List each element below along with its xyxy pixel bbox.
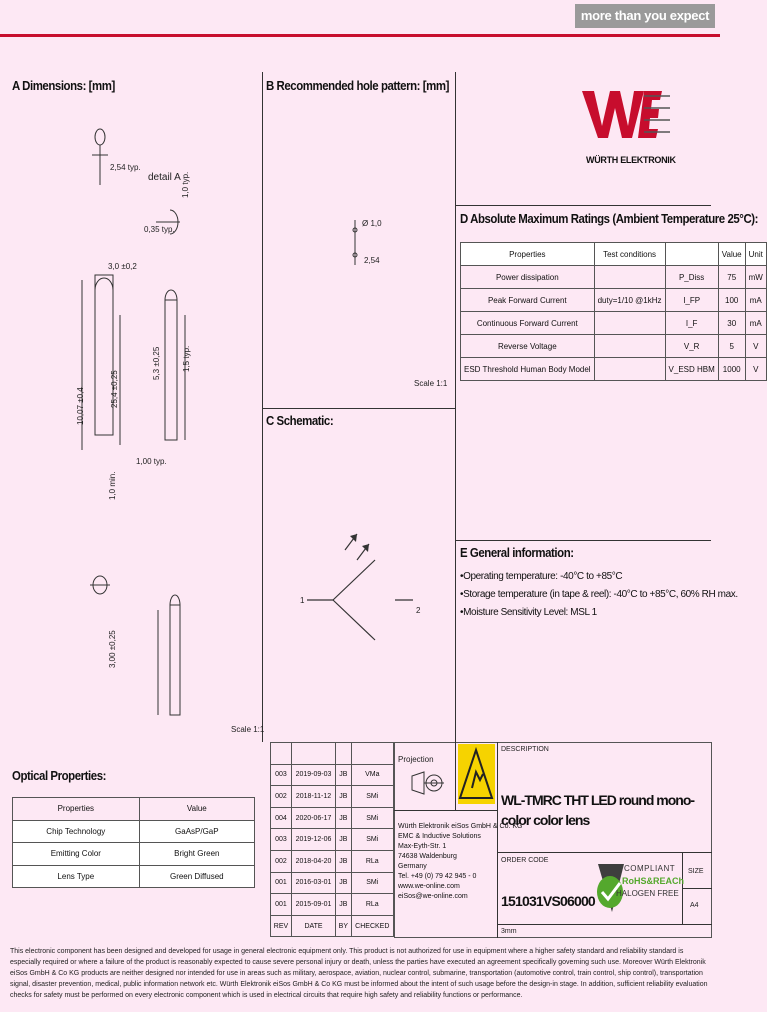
table-row: [271, 743, 394, 765]
table-cell: 2020-06-17: [291, 807, 335, 829]
dim-label: 0,35 typ.: [144, 225, 175, 234]
divider: [262, 408, 455, 409]
table-cell: Continuous Forward Current: [461, 312, 595, 335]
table-cell: [594, 266, 665, 289]
ratings-header: Value: [718, 243, 745, 266]
table-row: [271, 872, 394, 894]
table-row: [461, 358, 767, 381]
header-rule: [0, 34, 720, 37]
address-line: www.we-online.com: [398, 883, 460, 890]
scale-label: Scale 1:1: [414, 379, 448, 388]
table-row: [13, 865, 255, 888]
table-cell: mA: [745, 289, 766, 312]
table-cell: JB: [336, 786, 352, 808]
address-line: Max-Eyth-Str. 1: [398, 843, 447, 850]
table-row: [271, 915, 394, 937]
divider: [455, 540, 711, 541]
table-cell: V: [745, 358, 766, 381]
table-row: [271, 850, 394, 872]
table-row: [461, 312, 767, 335]
divider: [455, 205, 711, 206]
table-cell: duty=1/10 @1kHz: [594, 289, 665, 312]
table-cell: 75: [718, 266, 745, 289]
compliance-text: COMPLIANT: [624, 864, 676, 873]
optical-header: Properties: [13, 798, 140, 821]
compliance-text: HALOGEN FREE: [616, 889, 679, 898]
table-row: [271, 786, 394, 808]
ratings-header: Unit: [745, 243, 766, 266]
table-cell: JB: [336, 872, 352, 894]
table-cell: JB: [336, 894, 352, 916]
dim-label: 10,07 ±0,4: [76, 387, 85, 425]
hole-label: 2,54: [364, 256, 380, 265]
table-cell: DATE: [291, 915, 335, 937]
address-line: Würth Elektronik eiSos GmbH & Co. KG: [398, 823, 523, 830]
table-cell: CHECKED: [351, 915, 393, 937]
ratings-header: Properties: [461, 243, 595, 266]
divider: [455, 72, 456, 742]
table-cell: 2018-11-12: [291, 786, 335, 808]
brand-name: WÜRTH ELEKTRONIK: [586, 155, 676, 165]
disclaimer: This electronic component has been designed and developed for usage in general electronic equipment only. This product is not authorized for use in equipment where a higher safety standard and reliability standard is especially required or where a failure of the product is reasonably expected to cause severe personal injury or death, unless the parties have executed an agreement specifically governing such use. Moreover Würth Elektronik eiSos GmbH & Co KG products are neither designed nor intended for use in areas such as military, aerospace, aviation, nuclear control, submarine, transportation (automotive control, train control, ship control), transportation signal, disaster prevention, medical, public information network etc. Würth Elektronik eiSos GmbH & Co KG must be informed about the intent of such usage before the design-in stage. In addition, sufficient reliability evaluation checks for safety must be performed on every electronic component which is used in electrical circuits that require high safety and reliability functions or performance.: [10, 948, 708, 999]
divider: [262, 72, 263, 742]
table-cell: 001: [271, 894, 292, 916]
dim-label: 1,00 typ.: [136, 457, 167, 466]
esd-warning-icon: [458, 744, 495, 804]
table-cell: 100: [718, 289, 745, 312]
table-cell: JB: [336, 850, 352, 872]
ratings-header: [665, 243, 718, 266]
optical-header: Value: [139, 798, 254, 821]
revision-table: [270, 742, 394, 937]
order-code-label: ORDER CODE: [501, 857, 549, 864]
table-row: [271, 764, 394, 786]
table-cell: BY: [336, 915, 352, 937]
table-cell: SMi: [351, 872, 393, 894]
table-cell: Peak Forward Current: [461, 289, 595, 312]
table-cell: V_R: [665, 335, 718, 358]
table-row: [271, 894, 394, 916]
dim-label: 3,0 ±0,2: [108, 262, 137, 271]
table-cell: ESD Threshold Human Body Model: [461, 358, 595, 381]
list-item: •Operating temperature: -40°C to +85°C: [460, 571, 623, 582]
table-cell: Chip Technology: [13, 820, 140, 843]
page-format: A4: [690, 902, 699, 909]
hole-label: Ø 1,0: [362, 219, 382, 228]
dim-label: detail A: [148, 172, 181, 183]
dim-label: 25,4 ±0,25: [110, 370, 119, 408]
list-item: •Storage temperature (in tape & reel): -40°C to +85°C, 60% RH max.: [460, 589, 738, 600]
order-code: 151031VS06000: [501, 893, 595, 909]
ratings-table: [460, 242, 767, 381]
divider: [497, 852, 712, 853]
general-info-list: [460, 571, 738, 625]
optical-title: Optical Properties:: [12, 768, 106, 783]
optical-table: [12, 797, 255, 888]
table-cell: 004: [271, 807, 292, 829]
table-cell: [594, 358, 665, 381]
table-cell: REV: [271, 915, 292, 937]
table-cell: Power dissipation: [461, 266, 595, 289]
table-cell: [594, 335, 665, 358]
table-row: [13, 820, 255, 843]
table-row: [13, 843, 255, 866]
table-cell: SMi: [351, 807, 393, 829]
section-a-title: A Dimensions: [mm]: [12, 78, 115, 93]
address-line: Germany: [398, 863, 427, 870]
table-cell: 30: [718, 312, 745, 335]
description-label: DESCRIPTION: [501, 746, 549, 753]
table-cell: Lens Type: [13, 865, 140, 888]
table-cell: Reverse Voltage: [461, 335, 595, 358]
table-cell: 003: [271, 829, 292, 851]
dim-label: 3,00 ±0,25: [108, 630, 117, 668]
table-cell: 1000: [718, 358, 745, 381]
pin-label: 1: [300, 596, 305, 605]
table-cell: Green Diffused: [139, 865, 254, 888]
table-row: [271, 807, 394, 829]
table-cell: SMi: [351, 786, 393, 808]
table-cell: 5: [718, 335, 745, 358]
projection-icon: [410, 768, 446, 798]
size-label: SIZE: [688, 868, 704, 875]
table-row: [461, 266, 767, 289]
table-row: [271, 829, 394, 851]
table-cell: mW: [745, 266, 766, 289]
ratings-header: Test conditions: [594, 243, 665, 266]
table-cell: GaAsP/GaP: [139, 820, 254, 843]
table-cell: Emitting Color: [13, 843, 140, 866]
dim-label: 1,5 typ.: [182, 345, 191, 372]
table-cell: JB: [336, 764, 352, 786]
compliance-badge: [594, 860, 684, 918]
table-cell: SMi: [351, 829, 393, 851]
table-cell: 2016-03-01: [291, 872, 335, 894]
table-cell: I_FP: [665, 289, 718, 312]
product-description: WL-TMRC THT LED round mono-color color lens: [501, 792, 695, 828]
divider: [394, 810, 497, 811]
table-cell: P_Diss: [665, 266, 718, 289]
divider: [682, 888, 712, 889]
dim-label: 1,0 min.: [108, 471, 117, 500]
section-e-title: E General information:: [460, 545, 574, 560]
section-b-title: B Recommended hole pattern: [mm]: [266, 78, 449, 93]
table-cell: V_ESD HBM: [665, 358, 718, 381]
table-cell: I_F: [665, 312, 718, 335]
led-schematic: [295, 520, 435, 650]
we-logo-icon: [582, 86, 672, 150]
table-cell: 003: [271, 764, 292, 786]
dimension-drawing: [70, 115, 260, 735]
divider: [455, 742, 456, 810]
table-cell: 002: [271, 786, 292, 808]
table-cell: 002: [271, 850, 292, 872]
table-cell: JB: [336, 807, 352, 829]
size-value: 3mm: [501, 928, 517, 935]
table-cell: 2019-12-06: [291, 829, 335, 851]
address-line: eiSos@we-online.com: [398, 893, 468, 900]
table-cell: 2019-09-03: [291, 764, 335, 786]
table-cell: 2015-09-01: [291, 894, 335, 916]
table-cell: [594, 312, 665, 335]
compliance-text: RoHS&REACh: [622, 876, 684, 886]
table-cell: Bright Green: [139, 843, 254, 866]
table-cell: 2018-04-20: [291, 850, 335, 872]
projection-label: Projection: [398, 755, 434, 764]
tagline: more than you expect: [575, 4, 715, 28]
pin-label: 2: [416, 606, 421, 615]
table-cell: RLa: [351, 894, 393, 916]
table-cell: VMa: [351, 764, 393, 786]
section-d-title: D Absolute Maximum Ratings (Ambient Temperature 25°C):: [460, 211, 759, 226]
address-line: Tel. +49 (0) 79 42 945 - 0: [398, 873, 477, 880]
scale-label: Scale 1:1: [231, 725, 265, 734]
table-row: [461, 335, 767, 358]
divider: [497, 924, 712, 925]
table-cell: mA: [745, 312, 766, 335]
table-cell: RLa: [351, 850, 393, 872]
dim-label: 1,0 typ.: [181, 171, 190, 198]
dim-label: 2,54 typ.: [110, 163, 141, 172]
section-c-title: C Schematic:: [266, 413, 334, 428]
list-item: •Moisture Sensitivity Level: MSL 1: [460, 607, 597, 618]
table-cell: JB: [336, 829, 352, 851]
table-row: [461, 289, 767, 312]
table-cell: V: [745, 335, 766, 358]
address-line: 74638 Waldenburg: [398, 853, 457, 860]
address-line: EMC & Inductive Solutions: [398, 833, 481, 840]
dim-label: 5,3 ±0,25: [152, 346, 161, 380]
table-cell: 001: [271, 872, 292, 894]
